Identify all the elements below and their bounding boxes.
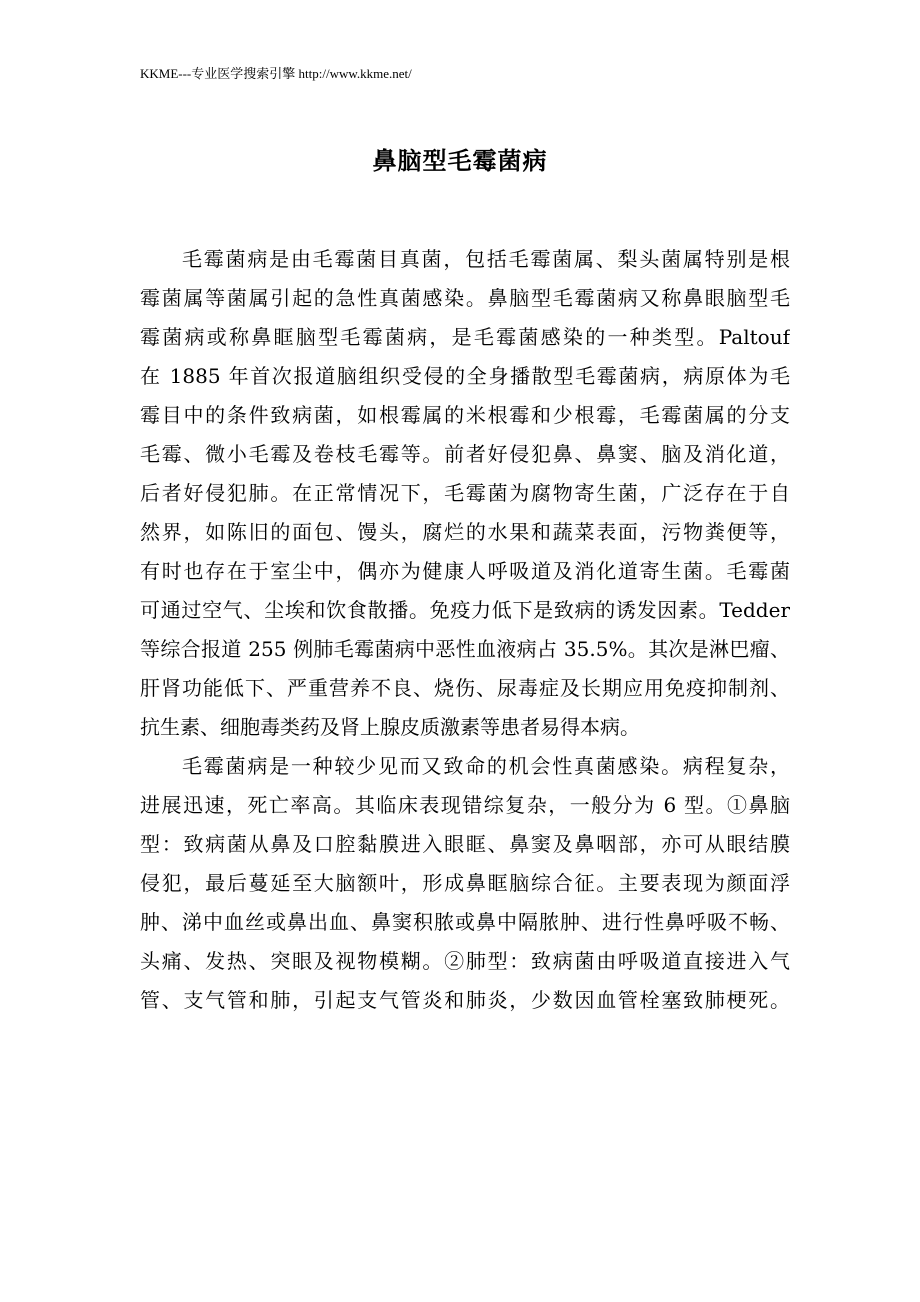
page-header: KKME---专业医学搜索引擎 http://www.kkme.net/ (140, 66, 412, 81)
paragraph-line: 霉目中的条件致病菌，如根霉属的米根霉和少根霉，毛霉菌属的分支 (140, 403, 790, 427)
paragraph-line: 型：致病菌从鼻及口腔黏膜进入眼眶、鼻窦及鼻咽部，亦可从眼结膜 (140, 832, 790, 856)
paragraph-2 (140, 747, 790, 1020)
paragraph-line: 毛霉菌病是一种较少见而又致命的机会性真菌感染。病程复杂， (182, 754, 790, 778)
paragraph-line: 后者好侵犯肺。在正常情况下，毛霉菌为腐物寄生菌，广泛存在于自 (140, 481, 790, 505)
paragraph-line: 毛霉、微小毛霉及卷枝毛霉等。前者好侵犯鼻、鼻窦、脑及消化道， (140, 442, 790, 466)
paragraph-line: 等综合报道 255 例肺毛霉菌病中恶性血液病占 35.5%。其次是淋巴瘤、 (140, 637, 790, 661)
document-title: 鼻脑型毛霉菌病 (372, 146, 548, 175)
paragraph-line: 毛霉菌病是由毛霉菌目真菌，包括毛霉菌属、梨头菌属特别是根 (182, 247, 790, 271)
paragraph-line: 霉菌病或称鼻眶脑型毛霉菌病，是毛霉菌感染的一种类型。Paltouf (140, 325, 790, 349)
paragraph-line: 进展迅速，死亡率高。其临床表现错综复杂，一般分为 6 型。①鼻脑 (140, 793, 790, 817)
paragraph-line: 可通过空气、尘埃和饮食散播。免疫力低下是致病的诱发因素。Tedder (140, 598, 790, 622)
paragraph-line: 然界，如陈旧的面包、馒头，腐烂的水果和蔬菜表面，污物粪便等， (140, 520, 790, 544)
paragraph-line: 有时也存在于室尘中，偶亦为健康人呼吸道及消化道寄生菌。毛霉菌 (140, 559, 790, 583)
paragraph-line: 抗生素、细胞毒类药及肾上腺皮质激素等患者易得本病。 (140, 715, 640, 739)
paragraph-1 (140, 240, 790, 747)
paragraph-line: 肝肾功能低下、严重营养不良、烧伤、尿毒症及长期应用免疫抑制剂、 (140, 676, 790, 700)
paragraph-line: 侵犯，最后蔓延至大脑额叶，形成鼻眶脑综合征。主要表现为颜面浮 (140, 871, 790, 895)
paragraph-line: 头痛、发热、突眼及视物模糊。②肺型：致病菌由呼吸道直接进入气 (140, 949, 790, 973)
document-body (140, 240, 790, 1020)
paragraph-line: 管、支气管和肺，引起支气管炎和肺炎，少数因血管栓塞致肺梗死。 (140, 988, 790, 1012)
paragraph-line: 在 1885 年首次报道脑组织受侵的全身播散型毛霉菌病，病原体为毛 (140, 364, 790, 388)
paragraph-line: 肿、涕中血丝或鼻出血、鼻窦积脓或鼻中隔脓肿、进行性鼻呼吸不畅、 (140, 910, 790, 934)
paragraph-line: 霉菌属等菌属引起的急性真菌感染。鼻脑型毛霉菌病又称鼻眼脑型毛 (140, 286, 790, 310)
